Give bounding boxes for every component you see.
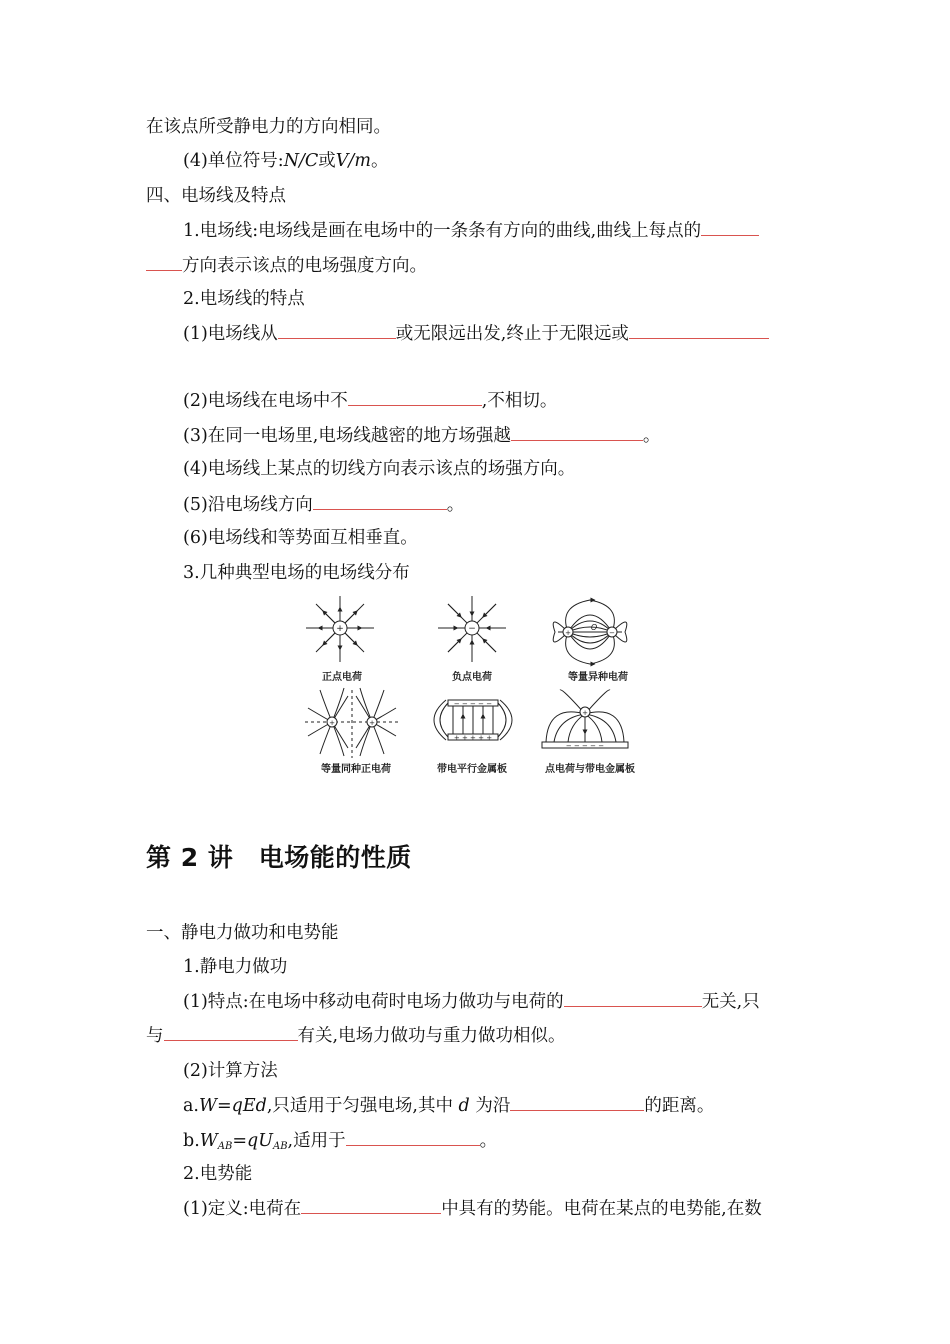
text-line: 在该点所受静电力的方向相同。 — [146, 117, 391, 137]
text-line: (1)定义:电荷在 中具有的势能。电荷在某点的电势能,在数 — [183, 1199, 762, 1219]
lecture-heading: 第 2 讲 电场能的性质 — [146, 843, 412, 872]
plate-minus-signs: − − − − − — [453, 700, 493, 708]
minus-glyph: − — [609, 629, 615, 637]
text-line: (6)电场线和等势面互相垂直。 — [183, 528, 418, 548]
fill-blank[interactable] — [346, 1129, 480, 1146]
fill-blank[interactable] — [301, 1197, 441, 1214]
fill-blank[interactable] — [348, 389, 482, 406]
plus-glyph: + — [329, 719, 335, 727]
fill-blank[interactable] — [511, 424, 643, 441]
fill-blank[interactable] — [510, 1094, 644, 1111]
fill-blank[interactable] — [278, 322, 396, 339]
plate-minus-signs: − − − − − — [565, 742, 605, 750]
text-line: (2)电场线在电场中不 ,不相切。 — [183, 391, 558, 411]
text-line: a.W=qEd,只适用于匀强电场,其中 d 为沿 的距离。 — [183, 1096, 715, 1116]
text-line: $b.W_{AB}=qU_{AB}$,适用于 。 — [183, 1131, 498, 1152]
fill-blank[interactable] — [629, 322, 769, 339]
caption: 正点电荷 — [322, 672, 362, 683]
text-line: 1.电场线:电场线是画在电场中的一条条有方向的曲线,曲线上每点的 — [183, 219, 759, 242]
caption: 等量同种正电荷 — [321, 764, 391, 775]
minus-glyph: − — [468, 624, 476, 634]
text-line: 2.电场线的特点 — [183, 289, 305, 309]
section-heading: 一、静电力做功和电势能 — [146, 923, 339, 943]
text-line: 方向表示该点的电场强度方向。 — [146, 254, 427, 277]
fill-blank[interactable] — [164, 1024, 298, 1041]
fill-blank[interactable] — [701, 219, 759, 236]
origin-label: O — [590, 623, 598, 632]
text-line: (4)单位符号:N/C或V/m。 — [183, 151, 389, 171]
caption: 等量异种电荷 — [568, 672, 628, 683]
fill-blank[interactable] — [146, 254, 182, 271]
text-line: (5)沿电场线方向 。 — [183, 495, 465, 515]
plus-glyph: + — [565, 629, 571, 637]
fill-blank[interactable] — [313, 493, 447, 510]
plus-glyph: + — [369, 719, 375, 727]
plus-glyph: + — [582, 709, 588, 717]
caption: 点电荷与带电金属板 — [545, 764, 635, 775]
section-heading: 四、电场线及特点 — [146, 186, 286, 206]
like-charges-diagram — [305, 688, 400, 758]
field-lines-figure — [300, 592, 660, 782]
text-line: (4)电场线上某点的切线方向表示该点的场强方向。 — [183, 459, 576, 479]
charge-plate-diagram — [542, 690, 628, 748]
text-line: (1)电场线从 或无限远出发,终止于无限远或 — [183, 322, 769, 345]
text-line: 2.电势能 — [183, 1164, 253, 1184]
plate-plus-signs: + + + + + — [453, 734, 493, 742]
caption: 带电平行金属板 — [437, 764, 507, 775]
text-line: (1)特点:在电场中移动电荷时电场力做功与电荷的 无关,只 — [183, 992, 760, 1012]
text-line: (2)计算方法 — [183, 1061, 278, 1081]
text-line: (3)在同一电场里,电场线越密的地方场强越 。 — [183, 426, 661, 446]
plus-glyph: + — [336, 624, 344, 634]
text-line: 1.静电力做功 — [183, 957, 288, 977]
caption: 负点电荷 — [452, 672, 492, 683]
fill-blank[interactable] — [564, 990, 702, 1007]
text-line: 3.几种典型电场的电场线分布 — [183, 563, 410, 583]
text-line: 与 有关,电场力做功与重力做功相似。 — [146, 1026, 566, 1046]
